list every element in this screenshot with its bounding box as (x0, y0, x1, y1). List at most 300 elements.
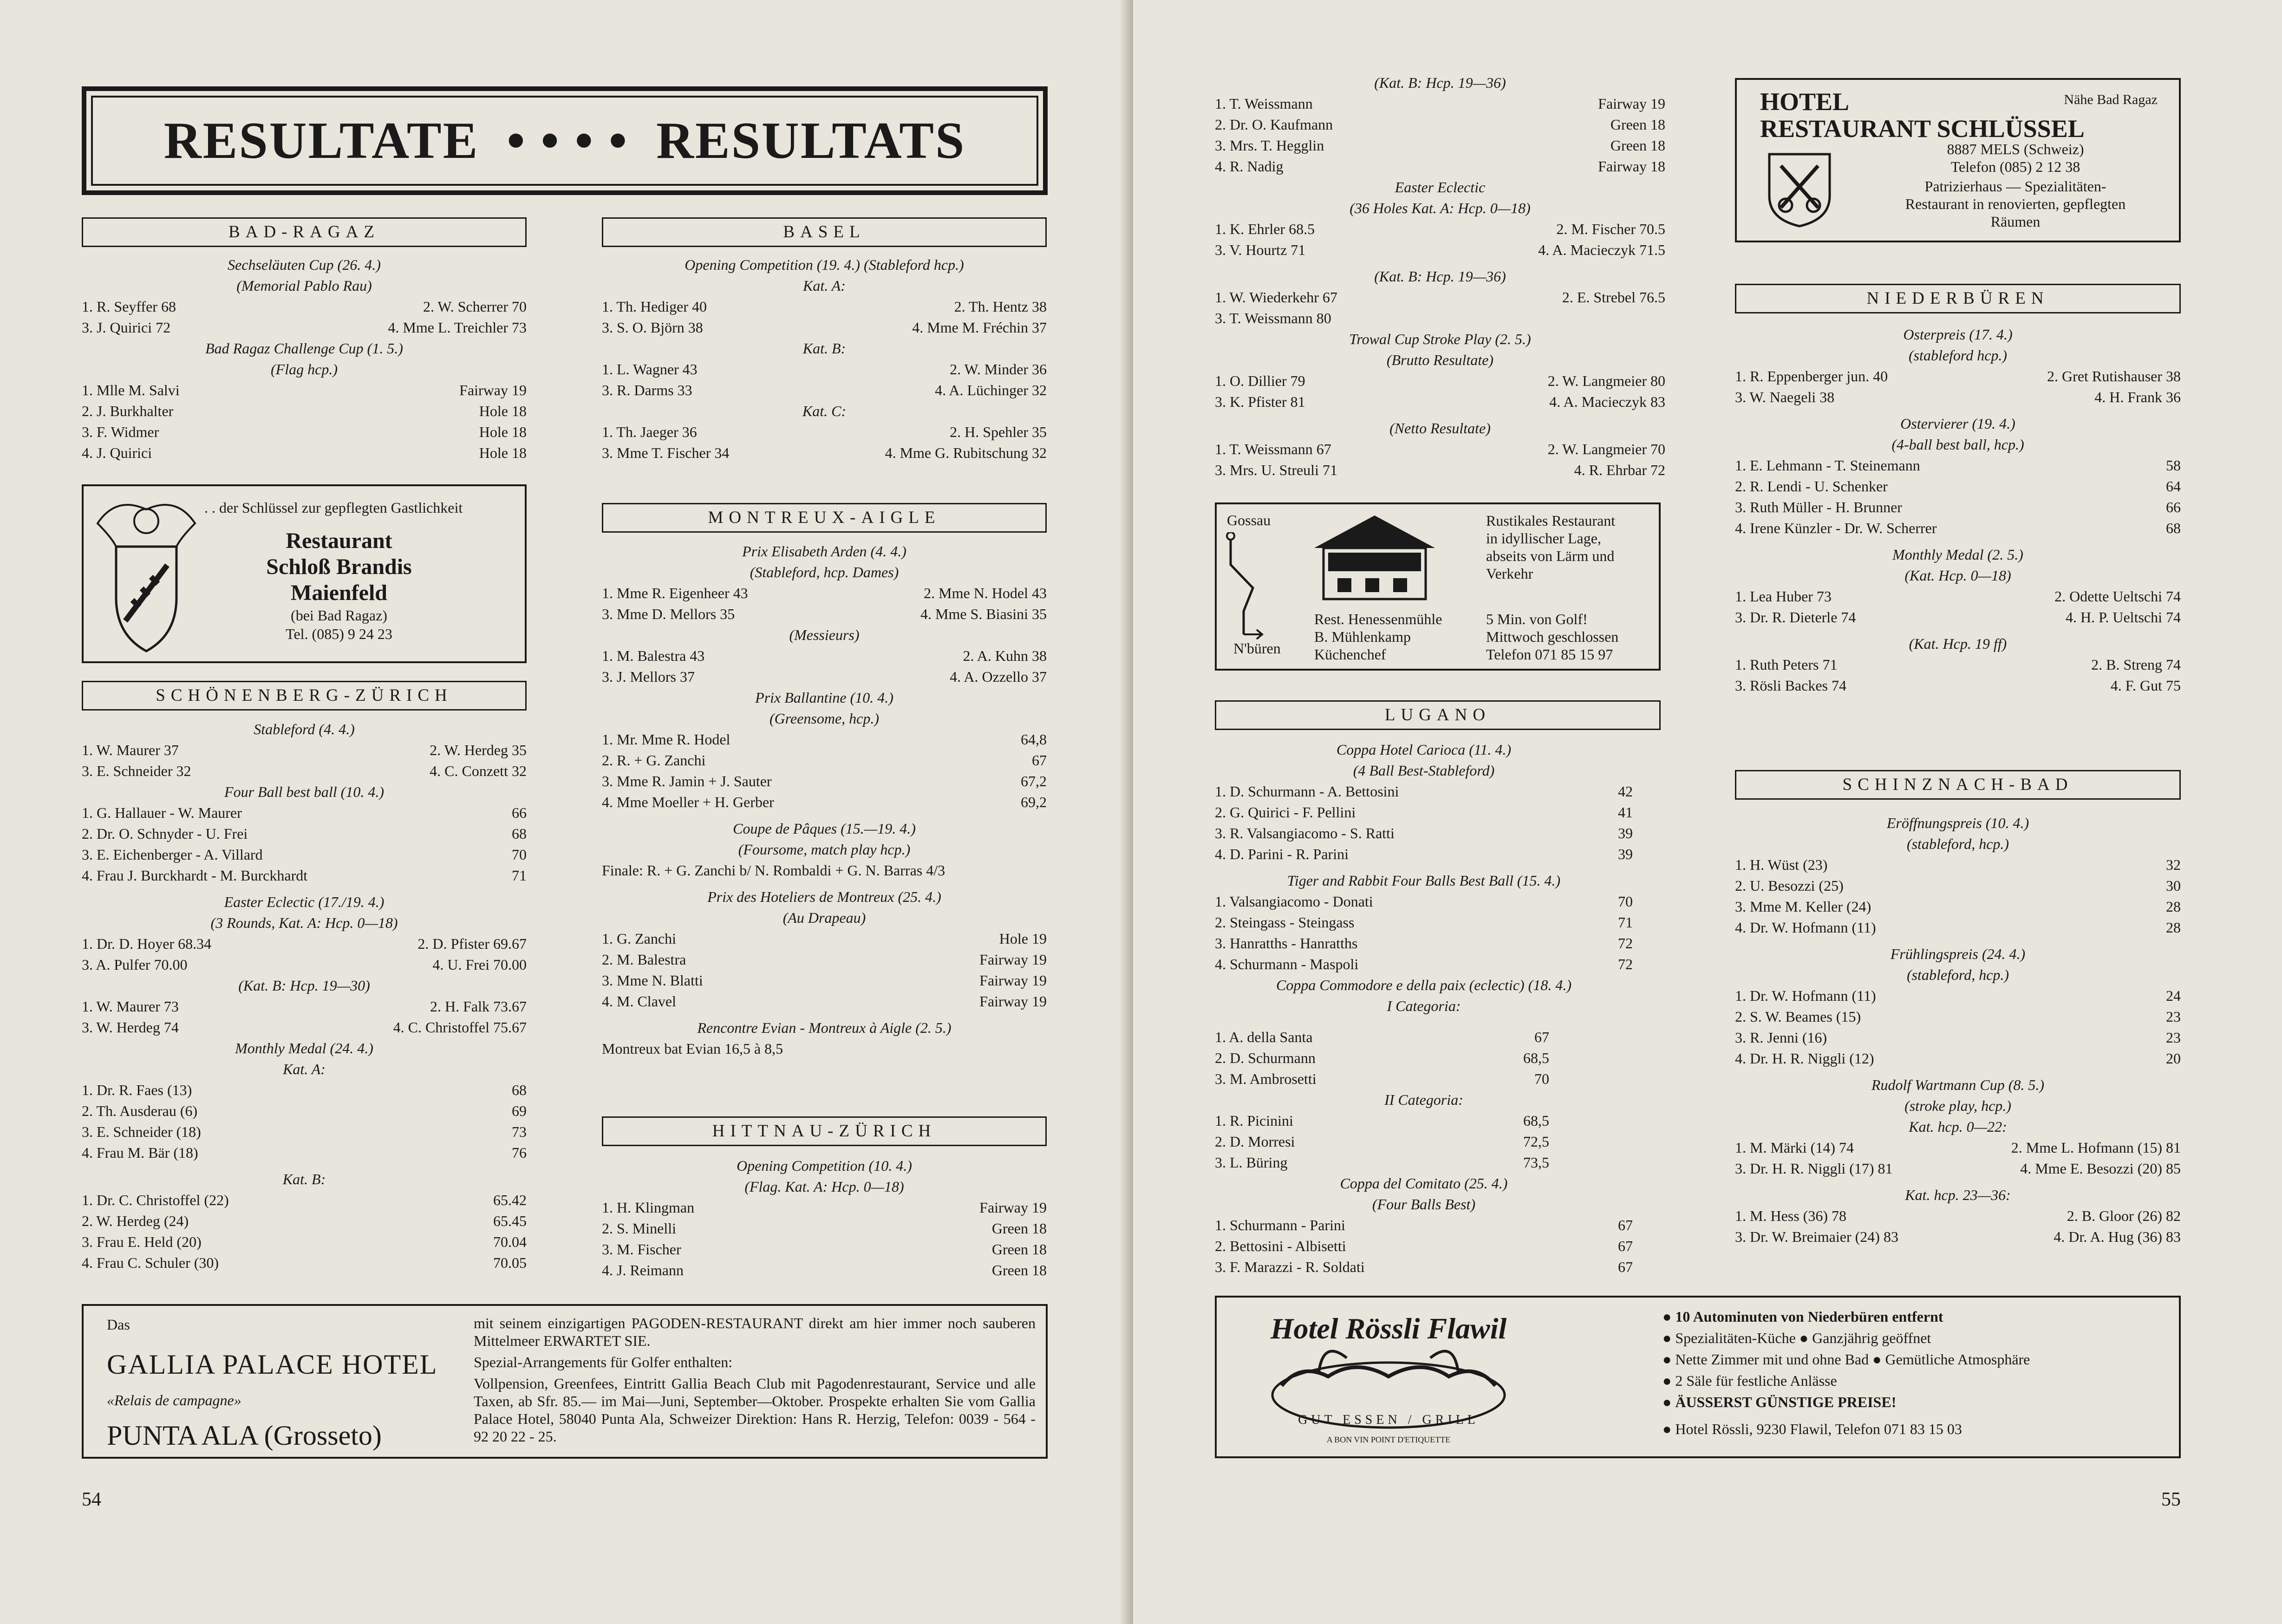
roessli-bullet3: ● Nette Zimmer mit und ohne Bad ● Gemütliche Atmosphäre (1663, 1351, 2030, 1368)
result-row (1215, 891, 1633, 912)
result-score: 39 (1618, 846, 1633, 862)
result-name: 2. J. Burkhalter (82, 403, 174, 419)
result-score: 68,5 (1523, 1112, 1549, 1129)
gallia-text2: Spezial-Arrangements für Golfer enthalten: (474, 1354, 733, 1370)
bullet-icon: ● (1663, 1394, 1676, 1410)
schluessel-addr: 8887 MELS (Schweiz) (1947, 141, 2084, 157)
subheading: (4 Ball Best-Stableford) (1353, 762, 1495, 779)
result-row (82, 1232, 527, 1252)
result-score: 70.05 (493, 1254, 527, 1271)
subheading: Sechseläuten Cup (26. 4.) (228, 256, 381, 273)
result-row (602, 928, 1047, 949)
result-name: 3. R. Darms 33 (602, 382, 692, 398)
subheading: (stroke play, hcp.) (1904, 1097, 2011, 1114)
result-row (1735, 1027, 2181, 1048)
result-score: 4. A. Macieczyk 71.5 (1538, 241, 1665, 258)
result-row (82, 443, 527, 463)
result-name: 1. M. Hess (36) 78 (1735, 1207, 1846, 1224)
result-row (1735, 366, 2181, 387)
result-score: 67 (1618, 1259, 1633, 1275)
result-name: 4. Schurmann - Maspoli (1215, 956, 1359, 972)
result-name: 4. Dr. H. R. Niggli (12) (1735, 1050, 1874, 1067)
muehle-r5: 5 Min. von Golf! (1486, 611, 1588, 627)
result-score: 69 (512, 1102, 527, 1119)
result-score: 23 (2166, 1029, 2181, 1046)
subheading: Kat. B: (802, 340, 846, 357)
spacer (1735, 408, 2181, 413)
result-row (1215, 802, 1633, 823)
result-score: 2. D. Pfister 69.67 (417, 935, 527, 952)
result-name: 1. H. Wüst (23) (1735, 856, 1828, 873)
result-row (602, 422, 1047, 443)
result-row (82, 1080, 527, 1101)
subheading: (Stableford, hcp. Dames) (750, 564, 899, 580)
subheading: Prix Elisabeth Arden (4. 4.) (742, 543, 906, 560)
result-score: 67 (1618, 1217, 1633, 1233)
result-row (602, 792, 1047, 813)
mill-house-icon (1310, 511, 1440, 604)
result-row (82, 933, 527, 954)
gallia-text3: Vollpension, Greenfees, Eintritt Gallia Beach Club mit Pagodenrestaurant, Service und alle Taxen, ab Sfr. 85.— im Mai—Juni, September—Oktober. Prospekte erhalten Sie vom Gallia Palace Hotel, 58040 Punta Ala, Schweizer Direktion: Hans R. Herzig, Telefon: 0039 - 564 - 92 20 22 - 25. (474, 1375, 1036, 1445)
result-name: 3. E. Eichenberger - A. Villard (82, 846, 263, 863)
result-row (1215, 1027, 1549, 1048)
result-score: 4. Mme S. Biasini 35 (920, 606, 1047, 622)
result-score: 4. A. Ozzello 37 (950, 668, 1047, 685)
result-name: 2. R. + G. Zanchi (602, 752, 706, 769)
section-header-lugano: LUGANO (1215, 700, 1661, 730)
subheading: (Netto Resultate) (1389, 420, 1491, 437)
result-name: 3. Frau E. Held (20) (82, 1233, 202, 1250)
result-name: 3. M. Ambrosetti (1215, 1070, 1317, 1087)
subheading: (Foursome, match play hcp.) (738, 841, 911, 858)
result-score: 4. U. Frei 70.00 (432, 956, 527, 973)
result-row (1215, 114, 1665, 135)
title-left: RESULTATE (163, 111, 479, 170)
result-name: 2. D. Morresi (1215, 1133, 1295, 1150)
result-row (602, 604, 1047, 625)
subheading: Kat. hcp. 0—22: (1909, 1118, 2007, 1135)
result-row (1215, 954, 1633, 975)
result-name: 4. D. Parini - R. Parini (1215, 846, 1349, 862)
bullet-icon: ● (1663, 1308, 1676, 1325)
subheading: (Kat. Hcp. 0—18) (1904, 567, 2011, 584)
results-lugano-cat2 (1215, 1110, 1549, 1173)
result-name: 3. R. Jenni (16) (1735, 1029, 1827, 1046)
coat-of-arms-icon (88, 496, 204, 658)
result-name: 1. Mr. Mme R. Hodel (602, 731, 730, 748)
result-row (1215, 823, 1633, 844)
subheading: (4-ball best ball, hcp.) (1891, 436, 2024, 453)
result-row (602, 991, 1047, 1012)
result-name: 1. H. Klingman (602, 1199, 695, 1216)
result-row (82, 1190, 527, 1211)
result-score: 4. F. Gut 75 (2110, 677, 2181, 694)
result-row (602, 296, 1047, 317)
result-name: 3. E. Schneider 32 (82, 763, 191, 779)
section-header-hittnau: HITTNAU-ZÜRICH (602, 1116, 1047, 1146)
result-row (1215, 1131, 1549, 1152)
result-name: 2. Th. Ausderau (6) (82, 1102, 198, 1119)
result-name: 1. Dr. W. Hofmann (11) (1735, 987, 1876, 1004)
result-name: 1. Lea Huber 73 (1735, 588, 1832, 605)
schloss-line2: Schloß Brandis (266, 554, 412, 579)
muehle-r2: in idyllischer Lage, (1486, 530, 1601, 547)
result-name: 2. Bettosini - Albisetti (1215, 1238, 1346, 1254)
result-row (1215, 391, 1665, 412)
result-score: Fairway 19 (979, 951, 1047, 968)
subheading: Frühlingspreis (24. 4.) (1890, 946, 2026, 962)
results-bad-ragaz (82, 254, 527, 463)
result-name: 1. R. Picinini (1215, 1112, 1293, 1129)
result-name: 3. Dr. W. Breimaier (24) 83 (1735, 1228, 1898, 1245)
result-score: 4. Mme G. Rubitschung 32 (885, 444, 1047, 461)
results-montreux (602, 541, 1047, 1059)
result-score: Green 18 (1610, 116, 1665, 133)
result-name: 1. Mlle M. Salvi (82, 382, 180, 398)
bullet-icon: ● (1869, 1351, 1885, 1368)
result-name: 4. Dr. W. Hofmann (11) (1735, 919, 1876, 936)
result-row (602, 443, 1047, 463)
roessli-tag: A BON VIN POINT D'ETIQUETTE (1326, 1435, 1451, 1444)
result-score: 2. Th. Hentz 38 (954, 298, 1047, 315)
spacer (82, 1163, 527, 1169)
gallia-place: PUNTA ALA (Grosseto) (107, 1420, 382, 1451)
result-name: 3. W. Herdeg 74 (82, 1019, 179, 1036)
result-score: 67 (1032, 752, 1047, 769)
subheading: (Kat. B: Hcp. 19—36) (1374, 74, 1506, 91)
lugano-cat2-label: II Categoria: (1384, 1091, 1463, 1108)
bullet-icon: ● (1663, 1372, 1676, 1389)
result-row (82, 996, 527, 1017)
result-row (1215, 460, 1665, 481)
result-name: 1. Ruth Peters 71 (1735, 656, 1838, 673)
result-row (1735, 1006, 2181, 1027)
result-score: 64,8 (1021, 731, 1047, 748)
result-row (1215, 135, 1665, 156)
result-row (602, 317, 1047, 338)
result-name: 1. Th. Hediger 40 (602, 298, 707, 315)
result-name: 3. Rösli Backes 74 (1735, 677, 1846, 694)
result-score: 73,5 (1523, 1154, 1549, 1171)
result-row (82, 844, 527, 865)
section-header-niederbueren: NIEDERBÜREN (1735, 284, 2181, 313)
result-score: 67 (1534, 1029, 1549, 1045)
subheading: Kat. A: (283, 1061, 326, 1077)
result-name: 4. M. Clavel (602, 993, 676, 1010)
result-score: Green 18 (1610, 137, 1665, 154)
result-score: 4. C. Conzett 32 (430, 763, 527, 779)
result-row (1735, 607, 2181, 628)
result-name: 3. Mrs. U. Streuli 71 (1215, 462, 1337, 478)
result-score: 2. Mme N. Hodel 43 (924, 585, 1047, 601)
result-name: 2. U. Besozzi (25) (1735, 877, 1844, 894)
result-row (1215, 1257, 1633, 1278)
left-page (0, 0, 1133, 1624)
result-score: 70 (1618, 893, 1633, 910)
result-row (1215, 308, 1665, 329)
result-row (602, 359, 1047, 380)
result-name: 4. R. Nadig (1215, 158, 1284, 175)
subheading: Prix Ballantine (10. 4.) (755, 689, 893, 706)
result-row (82, 1142, 527, 1163)
schluessel-name: RESTAURANT SCHLÜSSEL (1760, 115, 2085, 143)
gallia-text1: mit seinem einzigartigen PAGODEN-RESTAURANT direkt am hier immer noch sauberen Mittelmeer ERWARTET SIE. (474, 1315, 1036, 1349)
result-score: 71 (512, 867, 527, 884)
muehle-r3: abseits von Lärm und (1486, 548, 1615, 564)
result-row (1735, 586, 2181, 607)
result-row (82, 401, 527, 422)
result-name: 3. F. Widmer (82, 424, 159, 440)
result-row (1735, 854, 2181, 875)
result-row (1735, 1158, 2181, 1179)
schluessel-d1: Patrizierhaus — Spezialitäten- (1924, 178, 2106, 195)
result-name: 4. Frau J. Burckhardt - M. Burckhardt (82, 867, 308, 884)
result-score: 24 (2166, 987, 2181, 1004)
result-score: Fairway 19 (459, 382, 527, 398)
result-score: 4. H. P. Ueltschi 74 (2066, 609, 2181, 626)
result-score: 67,2 (1021, 773, 1047, 789)
result-score: 2. B. Streng 74 (2091, 656, 2181, 673)
results-schinznach (1735, 813, 2181, 1247)
muehle-r7: Telefon 071 85 15 97 (1486, 646, 1613, 663)
result-score: Green 18 (991, 1262, 1047, 1278)
bullet-icon: ● (1663, 1351, 1676, 1368)
result-name: 1. R. Eppenberger jun. 40 (1735, 368, 1888, 385)
subheading: Rencontre Evian - Montreux à Aigle (2. 5.) (697, 1019, 952, 1036)
subheading: Kat. B: (282, 1171, 326, 1187)
result-row (82, 802, 527, 823)
subheading: (Kat. Hcp. 19 ff) (1909, 635, 2007, 652)
subheading: (stableford hcp.) (1908, 347, 2008, 364)
muehle-ad (1215, 502, 1661, 671)
result-score: 28 (2166, 919, 2181, 936)
result-score: Fairway 19 (979, 1199, 1047, 1216)
result-score: 2. Odette Ueltschi 74 (2054, 588, 2181, 605)
spacer (1215, 865, 1633, 870)
result-score: Hole 18 (479, 444, 527, 461)
section-header-schinznach: SCHINZNACH-BAD (1735, 770, 2181, 800)
result-name: 2. Dr. O. Kaufmann (1215, 116, 1333, 133)
result-name: 2. S. W. Beames (15) (1735, 1008, 1861, 1025)
result-score: 71 (1618, 914, 1633, 931)
result-name: 1. W. Maurer 73 (82, 998, 179, 1015)
result-row (1215, 371, 1665, 391)
subheading: Easter Eclectic (1395, 179, 1486, 196)
result-name: 2. Dr. O. Schnyder - U. Frei (82, 825, 248, 842)
result-row (1215, 1215, 1633, 1236)
result-name: 2. M. Balestra (602, 951, 686, 968)
result-name: 3. M. Fischer (602, 1241, 681, 1258)
subheading: Monthly Medal (24. 4.) (235, 1040, 373, 1057)
result-row (1735, 917, 2181, 938)
muehle-rest: Rest. Henessenmühle (1314, 611, 1442, 627)
result-row (602, 860, 1047, 881)
roessli-bullet6: ● Hotel Rössli, 9230 Flawil, Telefon 071 83 15 03 (1663, 1421, 1962, 1437)
result-row (1215, 844, 1633, 865)
result-score: 72 (1618, 956, 1633, 972)
result-score: 66 (2166, 499, 2181, 515)
subheading: Coupe de Pâques (15.—19. 4.) (733, 820, 916, 837)
result-score: 68 (2166, 520, 2181, 536)
result-row (82, 422, 527, 443)
result-name: 3. E. Schneider (18) (82, 1123, 201, 1140)
result-row (82, 1211, 527, 1232)
subheading: (Flag. Kat. A: Hcp. 0—18) (744, 1178, 904, 1195)
muehle-r4: Verkehr (1486, 565, 1533, 582)
subheading: Eröffnungspreis (10. 4.) (1886, 815, 2029, 831)
result-row (82, 380, 527, 401)
result-row (82, 1122, 527, 1142)
result-score: 32 (2166, 856, 2181, 873)
result-name: 3. J. Mellors 37 (602, 668, 695, 685)
schluessel-d2: Restaurant in renovierten, gepflegten (1905, 196, 2126, 212)
subheading: (Messieurs) (789, 626, 860, 643)
lugano-comitato-sub: (Four Balls Best) (1372, 1196, 1476, 1213)
subheading: Tiger and Rabbit Four Balls Best Ball (15. 4.) (1287, 872, 1561, 889)
result-score: 2. W. Langmeier 70 (1547, 441, 1665, 457)
result-name: 1. E. Lehmann - T. Steinemann (1735, 457, 1920, 474)
result-row (1215, 1069, 1549, 1089)
result-row (602, 750, 1047, 771)
subheading: Bad Ragaz Challenge Cup (1. 5.) (205, 340, 403, 357)
result-row (602, 949, 1047, 970)
result-row (1215, 1048, 1549, 1069)
spacer (1735, 1179, 2181, 1185)
result-row (1735, 654, 2181, 675)
results-schoenenberg (82, 719, 527, 1273)
result-score: 65.45 (493, 1213, 527, 1229)
result-name: 3. K. Pfister 81 (1215, 393, 1305, 410)
result-score: 72,5 (1523, 1133, 1549, 1150)
keys-crest-icon (1765, 150, 1834, 228)
lugano-comitato-title: Coppa del Comitato (25. 4.) (1340, 1175, 1508, 1192)
result-score: 4. A. Lüchinger 32 (935, 382, 1047, 398)
section-header-schoenenberg: SCHÖNENBERG-ZÜRICH (82, 681, 527, 711)
result-score: Green 18 (991, 1220, 1047, 1237)
result-name: 3. Mme D. Mellors 35 (602, 606, 735, 622)
result-name: 2. W. Herdeg (24) (82, 1213, 189, 1229)
right-page (1133, 0, 2282, 1624)
result-score: 42 (1618, 783, 1633, 800)
result-name: 1. Schurmann - Parini (1215, 1217, 1345, 1233)
results-basel (602, 254, 1047, 463)
result-name: 2. D. Schurmann (1215, 1050, 1316, 1066)
result-score: 2. H. Spehler 35 (950, 424, 1047, 440)
result-name: 1. R. Seyffer 68 (82, 298, 176, 315)
result-row (82, 1101, 527, 1122)
subheading: Ostervierer (19. 4.) (1900, 415, 2015, 432)
result-name: 3. Ruth Müller - H. Brunner (1735, 499, 1902, 515)
schloss-line3: Maienfeld (291, 580, 387, 605)
roessli-bullet5: ● ÄUSSERST GÜNSTIGE PREISE! (1663, 1394, 1897, 1410)
result-name: 1. A. della Santa (1215, 1029, 1313, 1045)
result-row (82, 296, 527, 317)
roessli-logo-text: Hotel Rössli Flawil (1270, 1312, 1507, 1345)
result-row (82, 823, 527, 844)
result-name: 3. W. Naegeli 38 (1735, 389, 1835, 405)
result-name: 1. K. Ehrler 68.5 (1215, 221, 1315, 237)
result-score: 68,5 (1523, 1050, 1549, 1066)
result-score: 73 (512, 1123, 527, 1140)
result-row (602, 380, 1047, 401)
section-header-basel: BASEL (602, 217, 1047, 247)
subheading: Stableford (4. 4.) (254, 721, 355, 737)
result-score: 76 (512, 1144, 527, 1161)
result-row (1735, 476, 2181, 497)
schloss-line1: Restaurant (286, 528, 392, 553)
gallia-das: Das (107, 1316, 130, 1333)
spacer (1735, 1069, 2181, 1075)
result-row (602, 1197, 1047, 1218)
subheading: Osterpreis (17. 4.) (1903, 326, 2013, 343)
result-row (1735, 455, 2181, 476)
result-score: 2. W. Herdeg 35 (430, 742, 527, 758)
result-score: 39 (1618, 825, 1633, 841)
result-row (602, 1260, 1047, 1281)
result-score: 2. A. Kuhn 38 (963, 647, 1047, 664)
result-row (82, 865, 527, 886)
schloss-line4: (bei Bad Ragaz) (291, 607, 387, 624)
subheading: Kat. C: (802, 403, 847, 419)
result-row (1735, 1048, 2181, 1069)
result-row (1735, 1206, 2181, 1226)
result-name: 1. M. Balestra 43 (602, 647, 705, 664)
result-name: 1. G. Hallauer - W. Maurer (82, 804, 242, 821)
results-continued (1215, 72, 1665, 481)
result-score: 68 (512, 825, 527, 842)
schluessel-d3: Räumen (1990, 213, 2041, 230)
result-row (1215, 1110, 1549, 1131)
result-score: Green 18 (991, 1241, 1047, 1258)
result-score: 2. E. Strebel 76.5 (1562, 289, 1665, 306)
result-score: Fairway 19 (979, 972, 1047, 989)
result-row (82, 1017, 527, 1038)
result-score: Hole 18 (479, 424, 527, 440)
result-row (1735, 518, 2181, 539)
result-name: Montreux bat Evian 16,5 à 8,5 (602, 1040, 783, 1057)
result-name: 3. A. Pulfer 70.00 (82, 956, 188, 973)
subheading: (Au Drapeau) (782, 909, 866, 926)
result-name: 4. Mme Moeller + H. Gerber (602, 794, 774, 810)
result-row (82, 761, 527, 782)
result-name: 3. Mme R. Jamin + J. Sauter (602, 773, 772, 789)
result-name: 1. Dr. D. Hoyer 68.34 (82, 935, 212, 952)
schluessel-hotel: HOTEL (1760, 88, 1850, 116)
result-row (1215, 156, 1665, 177)
result-score: 2. W. Scherrer 70 (423, 298, 527, 315)
roessli-slogan: GUT ESSEN / GRILL (1298, 1413, 1479, 1427)
result-row (1735, 387, 2181, 408)
result-name: Finale: R. + G. Zanchi b/ N. Rombaldi + G. N. Barras 4/3 (602, 862, 945, 879)
result-row (602, 583, 1047, 604)
roessli-ad (1215, 1296, 2181, 1458)
roessli-bullet1: ● 10 Autominuten von Niederbüren entfernt (1663, 1308, 1943, 1325)
subheading: (3 Rounds, Kat. A: Hcp. 0—18) (210, 914, 398, 931)
subheading: Easter Eclectic (17./19. 4.) (224, 894, 385, 910)
result-row (1215, 1236, 1633, 1257)
bullet-icon: ● (1663, 1330, 1676, 1346)
page-number-left: 54 (82, 1489, 101, 1510)
result-row (82, 740, 527, 761)
result-name: 4. J. Reimann (602, 1262, 684, 1278)
route-map-icon (1225, 532, 1271, 644)
result-name: 3. Hanratths - Hanratths (1215, 935, 1358, 952)
result-name: 2. S. Minelli (602, 1220, 677, 1237)
result-score: 2. W. Minder 36 (950, 361, 1047, 378)
result-name: 1. Mme R. Eigenheer 43 (602, 585, 748, 601)
result-name: 4. J. Quirici (82, 444, 152, 461)
spacer (602, 1012, 1047, 1017)
